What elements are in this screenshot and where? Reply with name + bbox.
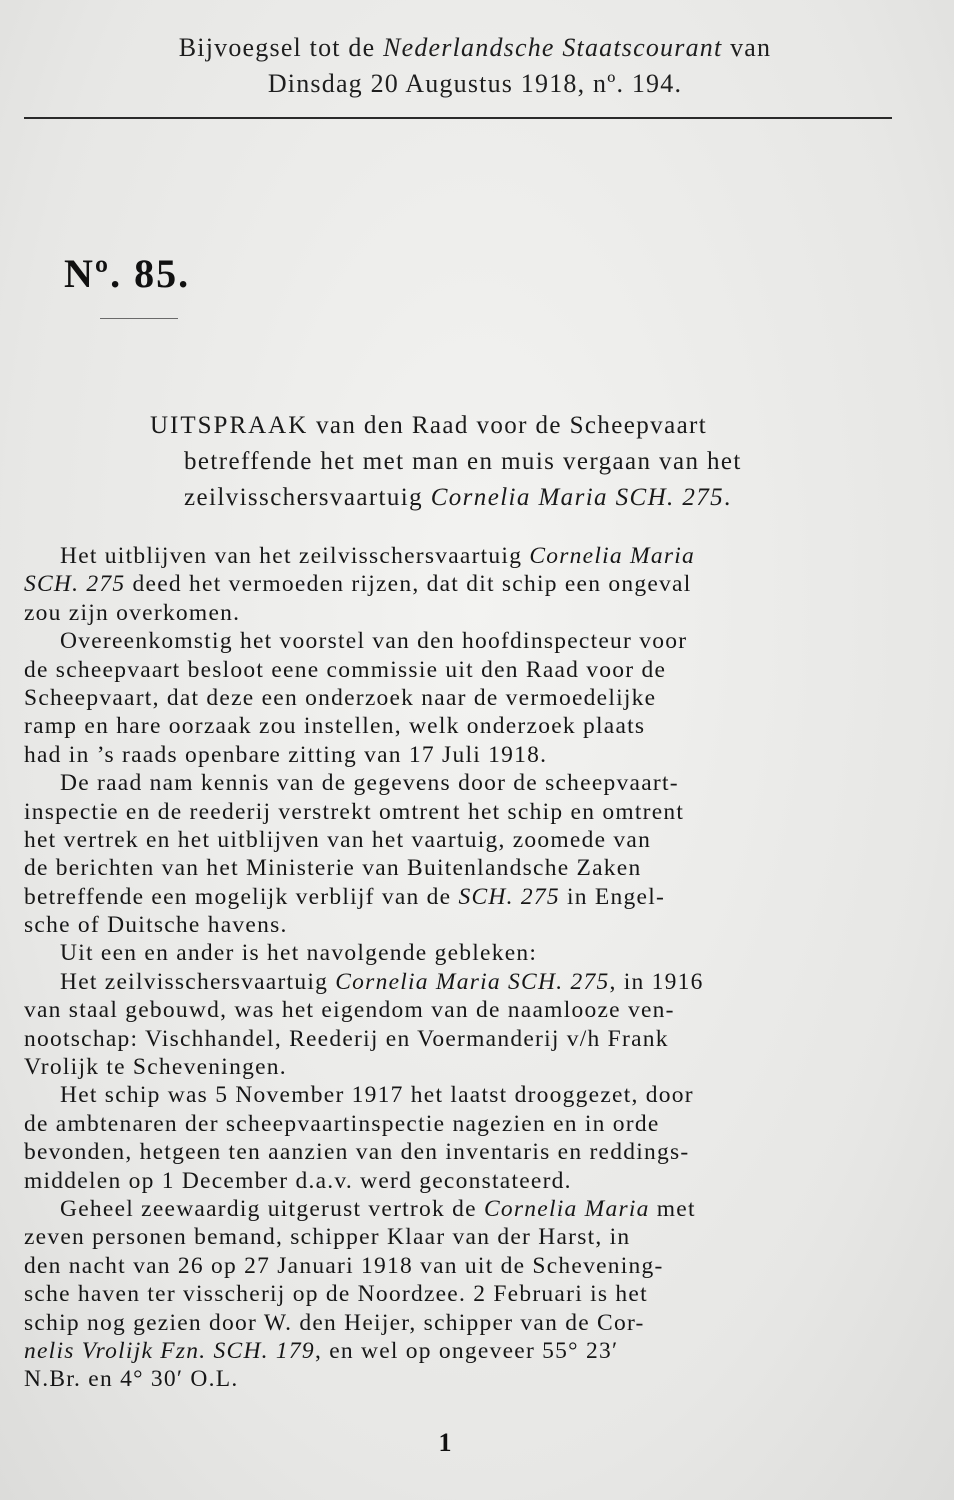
- text-line: zeven personen bemand, schipper Klaar van der Harst, in: [24, 1224, 631, 1251]
- text-line: sche haven ter visscherij op de Noordzee. 2 Februari is het: [24, 1281, 648, 1308]
- text-line: de ambtenaren der scheepvaartinspectie nagezien en in orde: [24, 1110, 660, 1137]
- text-line: Scheepvaart, dat deze een onderzoek naar de vermoedelijke: [24, 684, 657, 711]
- decision-title: [150, 408, 892, 516]
- body-text: [24, 542, 890, 1394]
- text-line: zou zijn overkomen.: [24, 599, 241, 626]
- text-line: schip nog gezien door W. den Heijer, schipper van de Cor-: [24, 1309, 645, 1336]
- text-line: Vrolijk te Scheveningen.: [24, 1054, 287, 1081]
- ship-name: Cornelia Maria SCH. 275: [430, 484, 725, 511]
- text-line: Overeenkomstig het voorstel van den hoofdinspecteur voor: [60, 628, 688, 655]
- title-lead-word: UITSPRAAK: [150, 412, 309, 439]
- title-line-1: UITSPRAAK van den Raad voor de Scheepvaart: [150, 412, 708, 439]
- text-line: de berichten van het Ministerie van Buitenlandsche Zaken: [24, 855, 642, 882]
- text-line: de scheepvaart besloot eene commissie uit den Raad voor de: [24, 656, 667, 683]
- title-line-2: betreffende het met man en muis vergaan van het: [184, 448, 742, 475]
- text-line: Het zeilvisschersvaartuig Cornelia Maria SCH. 275, in 1916: [60, 968, 704, 995]
- text-line: Het schip was 5 November 1917 het laatst drooggezet, door: [60, 1082, 694, 1109]
- text-line: SCH. 275 deed het vermoeden rijzen, dat dit schip een ongeval: [24, 571, 692, 598]
- page-number: 1: [438, 1428, 452, 1457]
- gazette-header: [60, 30, 890, 102]
- document-number: Nº. 85.: [64, 251, 191, 296]
- text-line: ramp en hare oorzaak zou instellen, welk onderzoek plaats: [24, 713, 646, 740]
- text-line: betreffende een mogelijk verblijf van de SCH. 275 in Engel-: [24, 883, 666, 910]
- text-line: Geheel zeewaardig uitgerust vertrok de Cornelia Maria met: [60, 1195, 696, 1222]
- text-line: nelis Vrolijk Fzn. SCH. 179, en wel op ongeveer 55° 23′: [24, 1337, 619, 1364]
- gazette-name: Nederlandsche Staatscourant: [383, 33, 723, 62]
- number-divider: [100, 318, 178, 319]
- text-line: Uit een en ander is het navolgende gebleken:: [60, 940, 538, 967]
- header-line-1: Bijvoegsel tot de Nederlandsche Staatscourant van: [178, 33, 772, 62]
- text-line: inspectie en de reederij verstrekt omtrent het schip en omtrent: [24, 798, 685, 825]
- text-line: had in ’s raads openbare zitting van 17 Juli 1918.: [24, 741, 548, 768]
- text-line: sche of Duitsche havens.: [24, 912, 288, 939]
- header-line-2: Dinsdag 20 Augustus 1918, nº. 194.: [267, 69, 683, 98]
- text-line: nootschap: Vischhandel, Reederij en Voermanderij v/h Frank: [24, 1025, 669, 1052]
- text-line: bevonden, hetgeen ten aanzien van den inventaris en reddings-: [24, 1139, 690, 1166]
- text-line: De raad nam kennis van de gegevens door de scheepvaart-: [60, 770, 679, 797]
- text-line: middelen op 1 December d.a.v. werd geconstateerd.: [24, 1167, 572, 1194]
- text-line: N.Br. en 4° 30′ O.L.: [24, 1366, 239, 1393]
- header-divider: [24, 117, 892, 119]
- text-line: Het uitblijven van het zeilvisschersvaartuig Cornelia Maria: [60, 543, 696, 569]
- text-line: van staal gebouwd, was het eigendom van de naamlooze ven-: [24, 997, 675, 1024]
- text-line: den nacht van 26 op 27 Januari 1918 van uit de Schevening-: [24, 1252, 664, 1279]
- title-line-3: zeilvisschersvaartuig Cornelia Maria SCH. 275.: [184, 484, 732, 511]
- text-line: het vertrek en het uitblijven van het vaartuig, zoomede van: [24, 826, 652, 853]
